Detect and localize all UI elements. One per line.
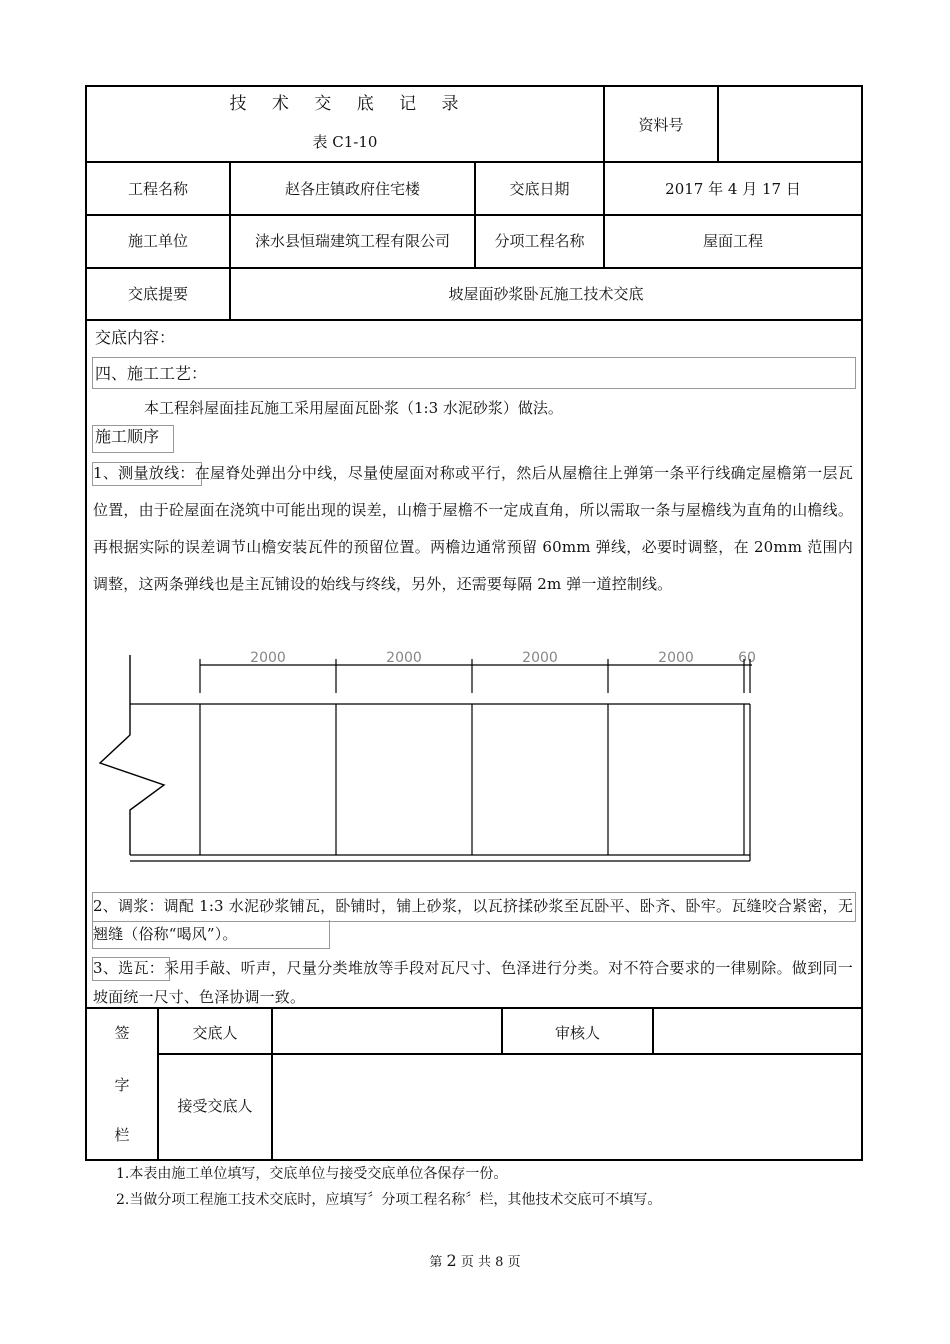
sequence-title: 施工顺序 <box>95 427 160 446</box>
dim-label-3: 2000 <box>522 650 558 666</box>
note-2: 2.当做分项工程施工技术交底时，应填写〞分项工程名称〞栏，其他技术交底可不填写。 <box>116 1192 662 1208</box>
signature-char-3: 栏 <box>114 1126 130 1144</box>
intro-text: 本工程斜屋面挂瓦施工采用屋面瓦卧浆（1:3 水泥砂浆）做法。 <box>144 399 563 417</box>
dim-label-1: 2000 <box>250 650 286 666</box>
control-lines <box>200 704 750 861</box>
date-label: 交底日期 <box>509 180 570 198</box>
page-total: 8 <box>495 1255 504 1270</box>
step1-paragraph <box>93 455 853 603</box>
note-1: 1.本表由施工单位填写，交底单位与接受交底单位各保存一份。 <box>116 1166 508 1182</box>
sub-project-label: 分项工程名称 <box>494 232 585 250</box>
dim-label-5: 60 <box>738 650 756 666</box>
contractor-name: 涞水县恒瑞建筑工程有限公司 <box>254 232 450 250</box>
dim-label-2: 2000 <box>386 650 422 666</box>
summary-label: 交底提要 <box>127 285 188 303</box>
page-number: 2 <box>446 1251 457 1270</box>
date-value: 2017 年 4 月 17 日 <box>665 180 801 198</box>
step1-text: 在屋脊处弹出分中线，尽量使屋面对称或平行，然后从屋檐往上弹第一条平行线确定屋檐第一层瓦位置，由于砼屋面在浇筑中可能出现的误差，山檐于屋檐不一定成直角，所以需取一条与屋檐线为直角的山檐线。再根据实际的误差调节山檐安装瓦件的预留位置。两檐边通常预留 60mm 弹线，必要时调整，在 20mm 范围内调整，这两条弹线也是主瓦铺设的始线与终线，另外，还需要每隔 2m 弹一道控制线。 <box>93 464 853 593</box>
footer-middle: 页 共 <box>460 1255 492 1270</box>
presenter-label: 交底人 <box>192 1024 238 1042</box>
signature-char-2: 字 <box>114 1076 130 1094</box>
project-name-label: 工程名称 <box>127 180 188 198</box>
project-name: 赵各庄镇政府住宅楼 <box>284 180 420 198</box>
wall-break-line <box>100 655 164 855</box>
form-code: 表 C1-10 <box>312 133 378 151</box>
section-title: 四、施工工艺： <box>95 364 208 383</box>
contractor-label: 施工单位 <box>127 232 188 250</box>
step1-label: 1、测量放线： <box>93 464 195 482</box>
summary-value: 坡屋面砂浆卧瓦施工技术交底 <box>448 285 644 303</box>
footer-prefix: 第 <box>429 1255 443 1270</box>
form-title: 技 术 交 底 记 录 <box>229 94 461 114</box>
signature-char-1: 签 <box>114 1024 130 1042</box>
page-footer <box>0 1252 950 1272</box>
footer-suffix: 页 <box>507 1255 521 1270</box>
step3-label: 3、选瓦： <box>93 959 165 977</box>
reviewer-label: 审核人 <box>554 1024 600 1042</box>
step3-paragraph <box>93 954 853 1012</box>
doc-no-label: 资料号 <box>638 116 684 134</box>
layout-diagram <box>90 645 770 875</box>
step3-text: 采用手敲、听声，尺量分类堆放等手段对瓦尺寸、色泽进行分类。对不符合要求的一律剔除。做到同一坡面统一尺寸、色泽协调一致。 <box>93 959 853 1006</box>
sub-project-name: 屋面工程 <box>702 232 763 250</box>
content-label: 交底内容： <box>95 328 176 347</box>
step2-paragraph: 2、调浆：调配 1:3 水泥砂浆铺瓦，卧铺时，铺上砂浆，以瓦挤揉砂浆至瓦卧平、卧齐、卧牢。瓦缝咬合紧密，无翘缝（俗称“喝风”）。 <box>93 897 853 943</box>
dim-label-4: 2000 <box>658 650 694 666</box>
receiver-label: 接受交底人 <box>177 1097 253 1115</box>
